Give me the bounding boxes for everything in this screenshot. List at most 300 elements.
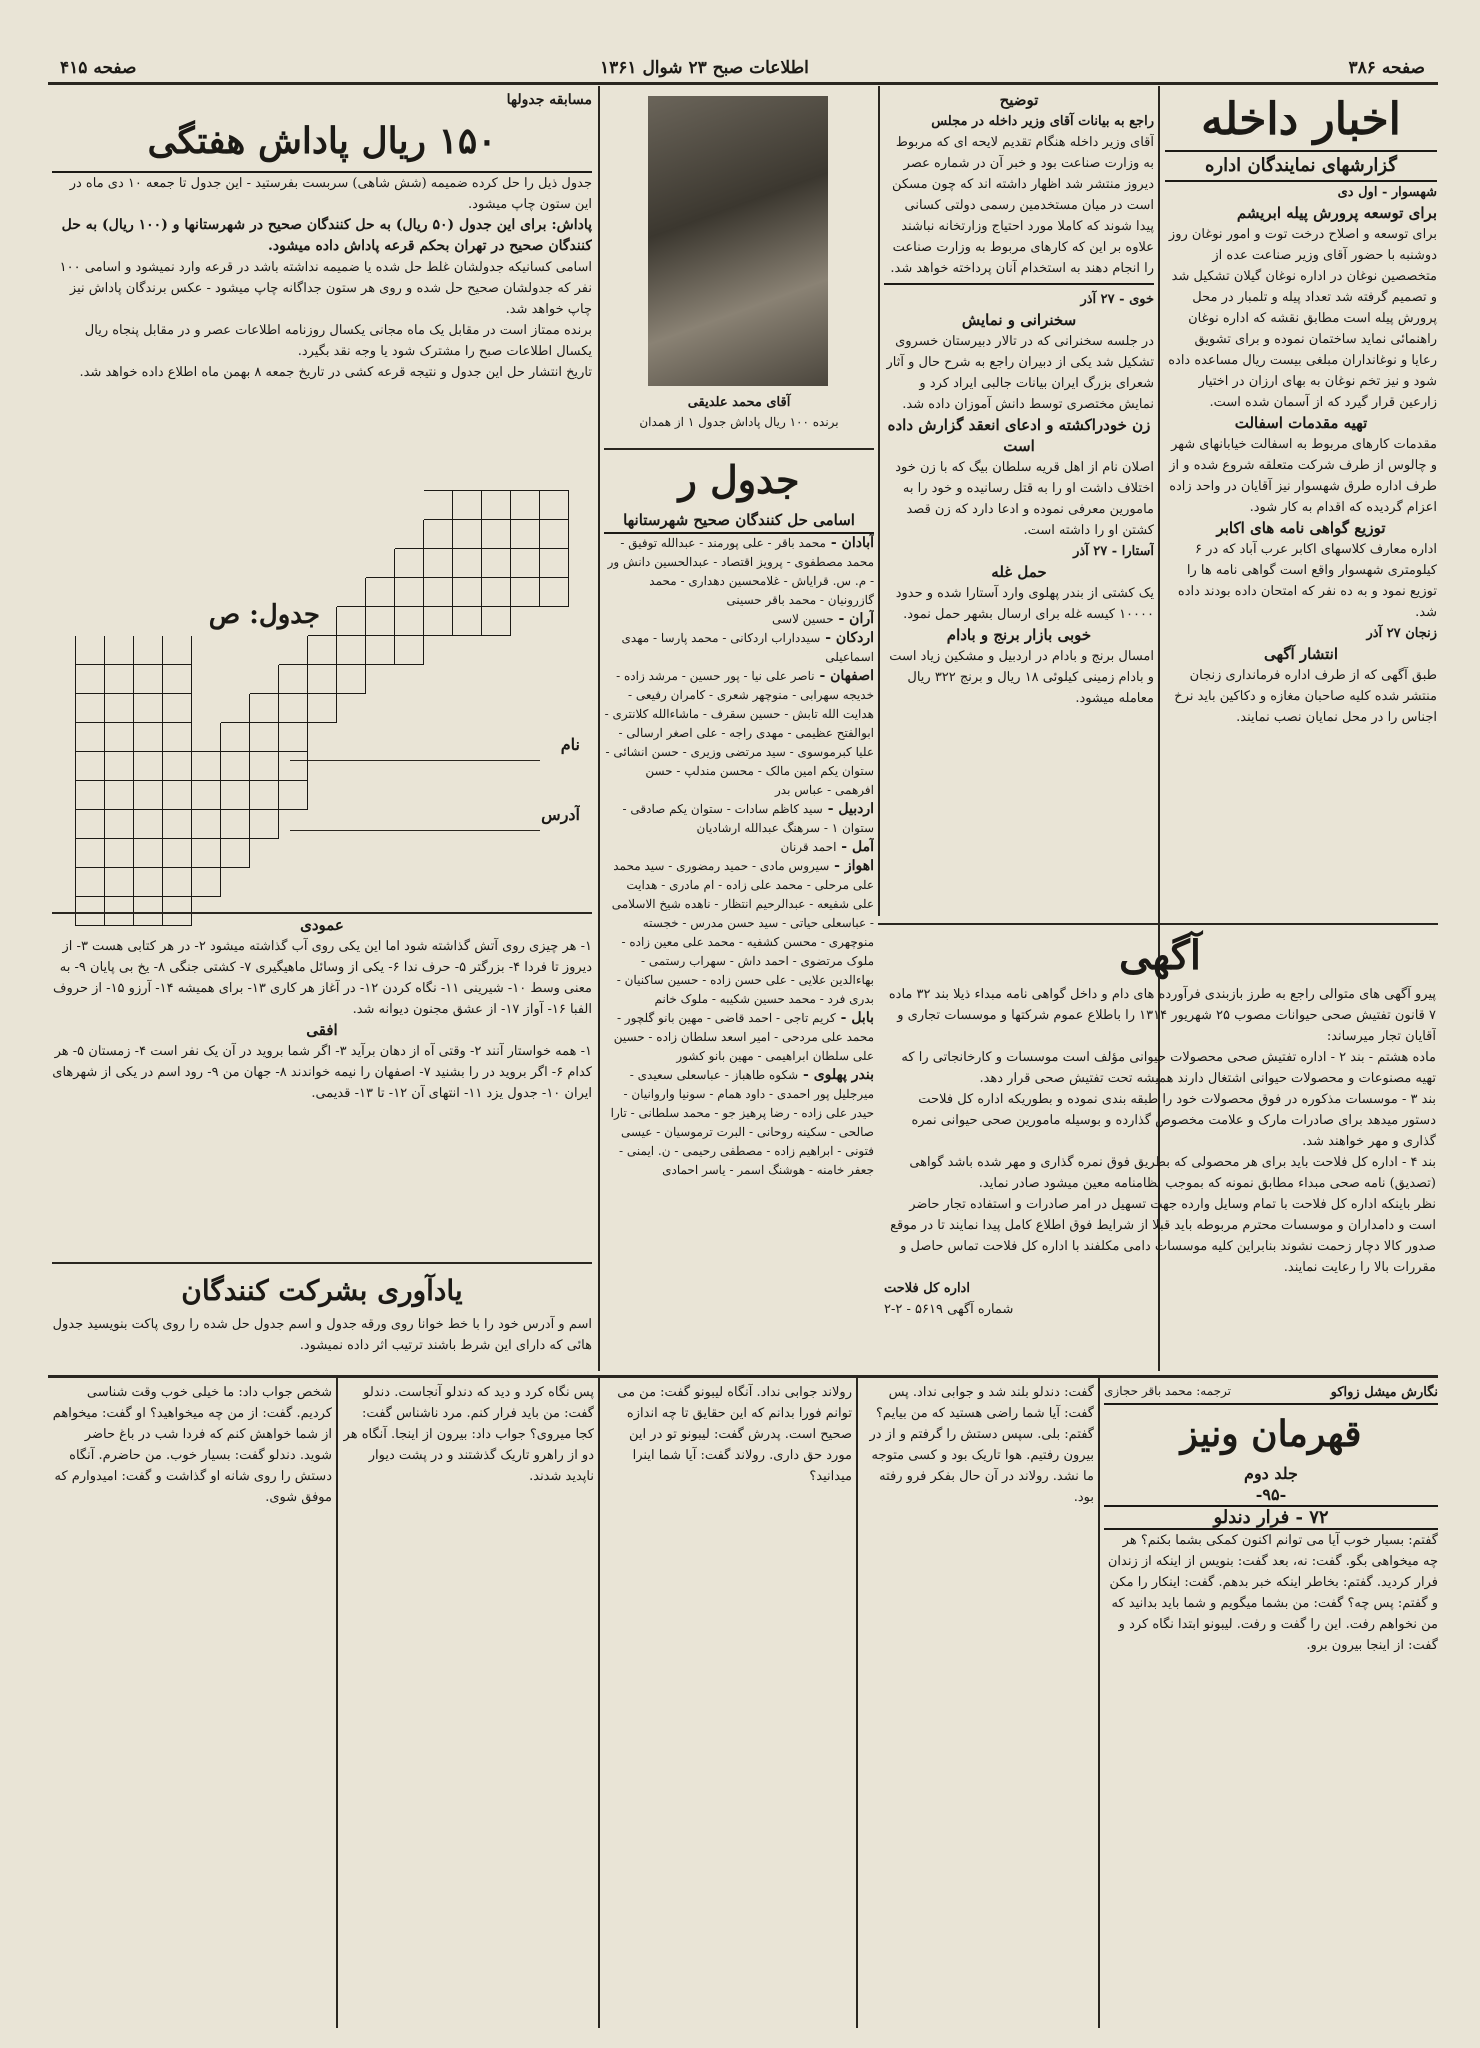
grid-gap: [76, 578, 105, 607]
crossword-cell[interactable]: [482, 578, 511, 607]
grid-gap: [76, 520, 105, 549]
crossword-cell[interactable]: [366, 607, 395, 636]
grid-gap: [279, 520, 308, 549]
crossword-cell[interactable]: [76, 723, 105, 752]
grid-gap: [511, 723, 540, 752]
crossword-cell[interactable]: [163, 665, 192, 694]
crossword-cell[interactable]: [192, 868, 221, 897]
grid-gap: [163, 607, 192, 636]
crossword-cell[interactable]: [221, 694, 250, 723]
contest-intro: [52, 90, 592, 465]
crossword-cell[interactable]: [105, 665, 134, 694]
grid-gap: [453, 665, 482, 694]
grid-gap: [395, 491, 424, 520]
grid-gap: [540, 665, 569, 694]
grid-gap: [482, 665, 511, 694]
crossword-cell[interactable]: [250, 723, 279, 752]
city-winners: احمد قرنان: [780, 840, 837, 854]
crossword-cell[interactable]: [192, 752, 221, 781]
city-winners: ناصر علی نیا - پور حسین - مرشد زاده - خدیجه سهرابی - منوچهر شعری - کامران رفیعی - هدایت الله تابش - حسین سقرف - ماشاءالله کلانتری - ابوالفتح عظیمی - مهدی راجه - علی اصغر ارسالی - علیا کبرموسوی - سید مرتضی وزیری - حسن انشائی - ستوان یکم امین مالک - محسن مندلپ - حسن افرهمی - عباس بدر: [604, 669, 874, 797]
grid-gap: [105, 549, 134, 578]
issue-line: اطلاعات صبح ۲۳ شوال ۱۳۶۱: [600, 58, 809, 78]
crossword-cell[interactable]: [453, 491, 482, 520]
crossword-cell[interactable]: [76, 868, 105, 897]
grid-gap: [192, 607, 221, 636]
crossword-cell[interactable]: [279, 694, 308, 723]
grid-gap: [221, 491, 250, 520]
crossword-cell[interactable]: [163, 810, 192, 839]
crossword-cell[interactable]: [221, 839, 250, 868]
serial-text: شخص جواب داد: ما خیلی خوب وقت شناسی کردیم. گفت: از من چه میخواهید؟ او گفت: میخواهم از شما خواهش کنم که فردا شب در باغ حاضر شوید. دندلو گفت: بسیار خوب. من حاضرم. آنگاه دستش را روی شانه او گذاشت و گفت: امیدوارم که موفق شوی.: [52, 1385, 332, 1505]
grid-gap: [134, 520, 163, 549]
grid-gap: [76, 607, 105, 636]
name-label: نام: [560, 735, 580, 754]
crossword-cell[interactable]: [540, 491, 569, 520]
grid-gap: [308, 810, 337, 839]
grid-gap: [337, 781, 366, 810]
grid-gap: [540, 694, 569, 723]
explanation-headline: توضیح: [999, 91, 1039, 109]
crossword-cell[interactable]: [482, 491, 511, 520]
crossword-cell[interactable]: [134, 665, 163, 694]
grid-gap: [395, 723, 424, 752]
crossword-cell[interactable]: [76, 752, 105, 781]
crossword-cell[interactable]: [221, 781, 250, 810]
grid-gap: [337, 723, 366, 752]
crossword-cell[interactable]: [279, 665, 308, 694]
grid-gap: [308, 868, 337, 897]
grid-gap: [308, 839, 337, 868]
crossword-cell[interactable]: [279, 781, 308, 810]
grid-gap: [105, 607, 134, 636]
crossword-cell[interactable]: [105, 781, 134, 810]
city-entry: [604, 838, 874, 857]
crossword-cell[interactable]: [76, 694, 105, 723]
crossword-cell[interactable]: [453, 607, 482, 636]
city-entry: [604, 610, 874, 629]
crossword-cell[interactable]: [308, 636, 337, 665]
grid-gap: [424, 810, 453, 839]
grid-gap: [279, 578, 308, 607]
grid-gap: [540, 723, 569, 752]
grid-gap: [366, 723, 395, 752]
photo-caption: [604, 392, 874, 444]
grid-gap: [482, 868, 511, 897]
domestic-news-column: [1165, 90, 1437, 915]
crossword-cell[interactable]: [76, 665, 105, 694]
city-name: اردبیل -: [822, 801, 874, 817]
contest-paragraph: تاریخ انتشار حل این جدول و نتیجه قرعه کشی در تاریخ جمعه ۸ بهمن ماه اطلاع داده خواهد شد.: [79, 365, 592, 380]
grid-gap: [221, 520, 250, 549]
grid-gap: [279, 549, 308, 578]
city-entry: [604, 1009, 874, 1066]
crossword-cell[interactable]: [163, 839, 192, 868]
grid-gap: [192, 665, 221, 694]
crossword-cell[interactable]: [134, 694, 163, 723]
crossword-cell[interactable]: [279, 752, 308, 781]
horizontal-title: افقی: [306, 1021, 338, 1039]
crossword-cell[interactable]: [540, 520, 569, 549]
explanation-body: آقای وزیر داخله هنگام تقدیم لایحه ای که مربوط به وزارت صناعت بود و خبر آن در شماره عصر دیروز منتشر شد اظهار داشته اند که چون مسکن است در میان مستخدمین رسمی دولتی کسانی پیدا شوند که کاملا مورد احتیاج وزارتخانه نباشند علاوه بر این که کارهای مربوط به وزارت صناعت را انجام دهند به استخدام آنان پرداخته خواهد شد.: [890, 135, 1154, 276]
grid-gap: [424, 752, 453, 781]
grid-gap: [163, 549, 192, 578]
winners-list: [604, 452, 874, 1370]
crossword-cell[interactable]: [163, 636, 192, 665]
crossword-cell[interactable]: [424, 549, 453, 578]
serial-column: [342, 1382, 594, 2032]
crossword-cell[interactable]: [482, 607, 511, 636]
crossword-cell[interactable]: [221, 723, 250, 752]
article-body: طبق آگهی که از طرف اداره فرمانداری زنجان منتشر شده کلیه صاحبان مغازه و دکاکین باید نرخ اجناس را در محل نمایان نصب نمایند.: [1174, 668, 1437, 725]
grid-gap: [366, 839, 395, 868]
grid-gap: [540, 636, 569, 665]
page-number-left: صفحه ۴۱۵: [60, 58, 137, 78]
reminder-text: اسم و آدرس خود را با خط خوانا روی ورقه جدول و اسم جدول حل شده را روی پاکت بنویسید جدول هائی که دارای این شرط باشند ترتیب اثر داده نمیشود.: [52, 1317, 592, 1353]
city-name: اصفهان -: [814, 668, 874, 684]
crossword-cell[interactable]: [76, 636, 105, 665]
crossword-cell[interactable]: [540, 578, 569, 607]
crossword-cell[interactable]: [76, 810, 105, 839]
crossword-cell[interactable]: [511, 578, 540, 607]
grid-gap: [366, 781, 395, 810]
article-body: برای توسعه و اصلاح درخت توت و امور نوغان روز دوشنبه با حضور آقای وزیر صناعت عده از متخصصین نوغان در اداره نوغان گیلان تشکیل شد و تصمیم گرفته شد تعداد پیله و تلمبار در محل پرورش پیله است مطابق نقشه که اداره نوغان راهنمائی نماید ساختمان نموده و برای تشویق رعایا و نوغانداران مبلغی بیست ریال مساعده داده شود و نیز تخم نوغان به بهای ارزان در اختیار زارعین قرار گیرد که از آسمان شده است.: [1168, 227, 1437, 410]
grid-gap: [424, 636, 453, 665]
page-number-right: صفحه ۳۸۶: [1348, 58, 1425, 78]
crossword-cell[interactable]: [192, 810, 221, 839]
grid-gap: [482, 636, 511, 665]
serial-text: گفت: دندلو بلند شد و جوابی نداد. پس گفت: آیا شما راضی هستید که من بیایم؟ گفتم: بلی. سپس دستش را گرفتم و از در بیرون رفتیم. هوا تاریک بود و کسی متوجه ما نشد. رولاند در آن حال بفکر فرو رفته بود.: [869, 1385, 1094, 1505]
section-rule: [48, 1375, 1438, 1378]
grid-gap: [105, 578, 134, 607]
crossword-title: جدول: ص: [208, 600, 320, 630]
grid-gap: [395, 839, 424, 868]
crossword-cell[interactable]: [453, 520, 482, 549]
grid-gap: [395, 752, 424, 781]
grid-gap: [250, 839, 279, 868]
city-entry: [604, 1066, 874, 1180]
grid-gap: [221, 868, 250, 897]
ad-paragraph: ماده هشتم - بند ۲ - اداره تفتیش صحی محصولات حیوانی مؤلف است موسسات و کارخانجاتی را که تهیه مصنوعات و محصولات حیوانی اشتغال دارند همیشه تحت تفتیش صحی قرار دهد.: [901, 1050, 1436, 1086]
contest-headline: ۱۵۰ ریال پاداش هفتگی: [52, 111, 592, 173]
grid-gap: [337, 752, 366, 781]
serial-intro: [1104, 1382, 1438, 2032]
photo-caption-sub: برنده ۱۰۰ ریال پاداش جدول ۱ از همدان: [639, 415, 839, 429]
article-body: اداره معارف کلاسهای اکابر عرب آباد که در ۶ کیلومتری شهسوار واقع است گواهی نامه ها را توزیع نمود و به ده نفر که امتحان داده بودند داده شد.: [1177, 542, 1437, 620]
crossword-cell[interactable]: [192, 723, 221, 752]
grid-gap: [395, 665, 424, 694]
grid-gap: [250, 636, 279, 665]
crossword-cell[interactable]: [134, 781, 163, 810]
grid-gap: [395, 781, 424, 810]
crossword-cell[interactable]: [105, 694, 134, 723]
crossword-cell[interactable]: [366, 636, 395, 665]
crossword-cell[interactable]: [134, 636, 163, 665]
grid-gap: [366, 665, 395, 694]
column-rule: [856, 1378, 858, 2028]
crossword-cell[interactable]: [395, 549, 424, 578]
column-rule: [336, 1378, 338, 2028]
headline: حمل غله: [991, 563, 1047, 581]
subhead: گزارشهای نمایندگان اداره: [1165, 150, 1437, 182]
crossword-cell[interactable]: [250, 665, 279, 694]
crossword-cell[interactable]: [395, 636, 424, 665]
crossword-cell[interactable]: [279, 636, 308, 665]
crossword-cell[interactable]: [511, 520, 540, 549]
crossword-cell[interactable]: [134, 810, 163, 839]
article-body: یک کشتی از بندر پهلوی وارد آستارا شده و حدود ۱۰۰۰۰ کیسه غله برای ارسال بشهر حمل نمود.: [895, 586, 1154, 622]
serial-column: [52, 1382, 332, 2032]
crossword-cell[interactable]: [163, 723, 192, 752]
crossword-cell[interactable]: [424, 578, 453, 607]
crossword-cell[interactable]: [540, 549, 569, 578]
crossword-cell[interactable]: [482, 520, 511, 549]
header-rule: [48, 82, 1438, 85]
crossword-cell[interactable]: [76, 839, 105, 868]
crossword-cell[interactable]: [395, 520, 424, 549]
grid-gap: [192, 636, 221, 665]
crossword-cell[interactable]: [163, 781, 192, 810]
column-rule: [598, 1378, 600, 2028]
grid-gap: [540, 839, 569, 868]
serial-text: گفتم: بسیار خوب آیا می توانم اکنون کمکی بشما بکنم؟ هر چه میخواهی بگو. گفت: نه، بعد گفت: بنویس از اینکه از زندان فرار کردید. گفتم: بخاطر اینکه خبر بدهم. گفت: اینکار را مکن و گفتم: پس چه؟ گفت: من بشما میگویم و شما باید بدانید که من نخواهم رفت. این را گفت و رفت. لیبونو ابتدا نگاه کرد و گفت: از اینجا بیرون برو.: [1107, 1533, 1438, 1653]
grid-gap: [134, 578, 163, 607]
grid-gap: [482, 839, 511, 868]
crossword-cell[interactable]: [279, 723, 308, 752]
contest-label: مسابقه جدولها: [506, 92, 592, 108]
crossword-cell[interactable]: [337, 607, 366, 636]
headline: انتشار آگهی: [1263, 645, 1338, 663]
grid-gap: [511, 839, 540, 868]
crossword-cell[interactable]: [453, 578, 482, 607]
column-rule: [878, 86, 880, 916]
crossword-cell[interactable]: [511, 549, 540, 578]
crossword-cell[interactable]: [134, 839, 163, 868]
serial-chapter: ۷۲ - فرار دندلو: [1104, 1505, 1438, 1530]
grid-gap: [134, 491, 163, 520]
rule: [52, 1262, 592, 1264]
grid-gap: [453, 781, 482, 810]
grid-gap: [221, 665, 250, 694]
crossword-cell[interactable]: [511, 491, 540, 520]
grid-gap: [337, 520, 366, 549]
crossword-cell[interactable]: [192, 839, 221, 868]
crossword-cell[interactable]: [424, 607, 453, 636]
grid-gap: [511, 810, 540, 839]
advertisement: [884, 928, 1436, 1370]
grid-gap: [337, 491, 366, 520]
grid-gap: [453, 839, 482, 868]
grid-gap: [424, 781, 453, 810]
ad-signature: اداره کل فلاحت: [884, 1281, 970, 1296]
crossword-cell[interactable]: [250, 694, 279, 723]
grid-gap: [511, 607, 540, 636]
dateline: آستارا - ۲۷ آذر: [1073, 544, 1154, 559]
serial-part: -۹۵-: [1255, 1485, 1287, 1504]
crossword-cell[interactable]: [250, 781, 279, 810]
grid-gap: [453, 723, 482, 752]
crossword-cell[interactable]: [482, 549, 511, 578]
crossword-cell[interactable]: [105, 723, 134, 752]
masthead: اخبار داخله: [1201, 94, 1401, 145]
crossword-cell[interactable]: [424, 491, 453, 520]
crossword-cell[interactable]: [105, 752, 134, 781]
grid-gap: [337, 839, 366, 868]
address-label: آدرس: [541, 805, 580, 824]
article-body: امسال برنج و بادام در اردبیل و مشکین زیاد است و بادام زمینی کیلوئی ۱۸ ریال و برنج ۳۲۲ ریال معامله میشود.: [889, 649, 1154, 706]
clues: [52, 915, 592, 1155]
grid-gap: [511, 636, 540, 665]
grid-gap: [366, 520, 395, 549]
city-entry: [604, 629, 874, 667]
article-body: مقدمات کارهای مربوط به اسفالت خیابانهای شهر و چالوس از طرف شرکت متعلقه شروع شده و از طرف اداره طرق شهسوار نیز آقایان در واحد زاده اعزام گردیده که اقدام به کار شود.: [1169, 437, 1437, 515]
grid-gap: [511, 781, 540, 810]
grid-gap: [337, 694, 366, 723]
city-name: اردکان -: [820, 630, 874, 646]
city-entry: [604, 857, 874, 1009]
crossword-cell[interactable]: [453, 549, 482, 578]
dateline: خوی - ۲۷ آذر: [1080, 292, 1154, 307]
crossword-cell[interactable]: [105, 636, 134, 665]
headline: زن خودراکشته و ادعای انعقد گزارش داده است: [887, 416, 1151, 455]
crossword-cell[interactable]: [105, 839, 134, 868]
grid-gap: [482, 723, 511, 752]
crossword-cell[interactable]: [163, 752, 192, 781]
crossword-cell[interactable]: [337, 636, 366, 665]
ad-reference: شماره آگهی ۵۶۱۹ - ۲-۲: [884, 1302, 1014, 1317]
grid-gap: [511, 665, 540, 694]
city-name: آمل -: [836, 839, 874, 855]
grid-gap: [511, 694, 540, 723]
ad-paragraph: بند ۴ - اداره کل فلاحت باید برای هر محصولی که بطریق فوق نمره گذاری و مهر شده باشد گواهی (تصدیق) نامه صحی مبداء مطابق نمونه که بموجب نظامنامه معین میشود صادر نماید.: [909, 1155, 1436, 1191]
crossword-cell[interactable]: [105, 868, 134, 897]
city-name: بابل -: [835, 1010, 874, 1026]
grid-gap: [482, 694, 511, 723]
grid-gap: [366, 491, 395, 520]
crossword-cell[interactable]: [366, 549, 395, 578]
grid-gap: [540, 607, 569, 636]
crossword-cell[interactable]: [366, 578, 395, 607]
city-name: بندر پهلوی -: [798, 1067, 874, 1083]
grid-gap: [337, 810, 366, 839]
grid-gap: [366, 810, 395, 839]
grid-gap: [453, 752, 482, 781]
crossword-grid[interactable]: [75, 490, 569, 926]
grid-gap: [337, 868, 366, 897]
grid-gap: [540, 810, 569, 839]
city-winners: کریم تاجی - احمد قاضی - مهین بانو گلچور - محمد علی مردحی - امیر اسعد سلطان زاده - حسین علی سلطان ابراهیمی - مهین بانو کشور: [613, 1011, 874, 1063]
column-rule: [598, 86, 600, 1371]
city-name: آران -: [833, 611, 874, 627]
rule: [604, 448, 874, 450]
grid-gap: [308, 781, 337, 810]
city-winners: سید کاظم سادات - ستوان یکم صادقی - ستوان ۱ - سرهنگ عبدالله ارشادیان: [622, 802, 874, 835]
serial-title: قهرمان ونیز: [1180, 1413, 1362, 1455]
serial-text: پس نگاه کرد و دید که دندلو آنجاست. دندلو گفت: من باید فرار کنم. مرد ناشناس گفت: کجا میروی؟ جواب داد: بیرون از اینجا. آنگاه هر دو از راهرو تاریک گذشتند و در پشت دیوار ناپدید شدند.: [343, 1385, 594, 1484]
crossword-cell[interactable]: [134, 752, 163, 781]
grid-gap: [250, 549, 279, 578]
grid-gap: [279, 839, 308, 868]
grid-gap: [308, 723, 337, 752]
grid-gap: [192, 520, 221, 549]
grid-gap: [134, 607, 163, 636]
crossword-cell[interactable]: [221, 752, 250, 781]
crossword-cell[interactable]: [308, 665, 337, 694]
winner-photo: [648, 96, 828, 386]
grid-gap: [482, 781, 511, 810]
crossword-cell[interactable]: [337, 665, 366, 694]
article-body: در جلسه سخنرانی که در تالار دبیرستان خسروی تشکیل شد یکی از دبیران راجع به شرح حال و آثار شعرای بزرگ ایران بیانات جالبی ایراد کرد و نمایش مختصری توسط دانش آموزان داده شد.: [886, 334, 1154, 412]
grid-gap: [250, 607, 279, 636]
city-winners: محمد باقر - علی پورمند - عبدالله توفیق - محمد مصطفوی - پرویز اقتصاد - عبدالحسین دانش ور - م. س. قرایاش - غلامحسین دهداری - محمد گازرونیان - محمد باقر حسینی: [607, 536, 874, 607]
grid-gap: [453, 636, 482, 665]
grid-gap: [105, 520, 134, 549]
crossword-cell[interactable]: [163, 694, 192, 723]
crossword-cell[interactable]: [308, 694, 337, 723]
crossword-cell[interactable]: [134, 723, 163, 752]
grid-gap: [511, 868, 540, 897]
serial-column: [862, 1382, 1094, 2032]
headline: برای توسعه پرورش پیله ابریشم: [1236, 204, 1437, 222]
city-winners: حسین لاسی: [772, 612, 834, 626]
vertical-clues: ۱- هر چیزی روی آتش گذاشته شود اما این یکی روی آب گذاشته میشود ۲- در هر کتابی هست ۳- از دیروز تا فردا ۴- بزرگتر ۵- حرف ندا ۶- یکی از وسائل ماهیگیری ۷- کشتی جنگی ۸- یخ بی پایان ۹- به معنی وسط ۱۰- شیرینی ۱۱- نگاه کردن ۱۲- در آغاز هر کاری ۱۳- برای همیشه ۱۴- آرزو ۱۵- از حروف الفبا ۱۶- آواز ۱۷- از عشق مجنون دیوانه شد.: [53, 939, 592, 1017]
serial-volume: جلد دوم: [1244, 1464, 1298, 1483]
city-winners: شکوه طاهباز - عباسعلی سعیدی - میرجلیل پور احمدی - داود همام - سونیا واروانیان - حیدر علی زاده - رضا پرهیز جو - محمد سلطانی - تارا صالحی - سکینه روحانی - البرت ترموسیان - عیسی فتونی - ابراهیم زاده - مصطفی رحیمی - ن. ایمنی - جعفر خامنه - هوشنگ اسمر - یاسر احمادی: [610, 1068, 874, 1177]
grid-gap: [540, 868, 569, 897]
winners-title: جدول ر: [678, 457, 800, 502]
grid-gap: [308, 491, 337, 520]
column-rule: [1098, 1378, 1100, 2028]
grid-gap: [308, 578, 337, 607]
city-name: اهواز -: [829, 858, 874, 874]
ad-paragraph: نظر باینکه اداره کل فلاحت با تمام وسایل وارده جهت تسهیل در امر صادرات و استفاده تجار حاضر است و دامداران و موسسات محترم مربوطه باید قبلا از شرایط فوق اطلاع کامل پیدا نمایند تا در موقع صدور کالا دچار زحمت نشوند بنابراین کلیه موسسات دامی مکلفند با اداره کل فلاحت تماس حاصل و مقررات بالا را رعایت نمایند.: [890, 1197, 1436, 1275]
grid-gap: [366, 752, 395, 781]
grid-gap: [279, 810, 308, 839]
serial-translator: ترجمه: محمد باقر حجازی: [1104, 1384, 1232, 1398]
grid-gap: [511, 752, 540, 781]
grid-gap: [279, 868, 308, 897]
dateline: زنجان ۲۷ آذر: [1366, 626, 1437, 641]
crossword-cell[interactable]: [76, 781, 105, 810]
grid-gap: [163, 578, 192, 607]
grid-gap: [250, 578, 279, 607]
crossword-cell[interactable]: [134, 868, 163, 897]
crossword-cell[interactable]: [424, 520, 453, 549]
photo-caption-name: آقای محمد علدیقی: [687, 395, 791, 410]
grid-gap: [424, 723, 453, 752]
crossword-cell[interactable]: [221, 810, 250, 839]
city-winners: سیروس مادی - حمید رمضوری - سید محمد علی مرحلی - محمد علی زاده - ام مادری - هدایت علی شفیعه - عبدالرحیم انتظار - ناهده شیخ الاسلامی - عباسعلی حیاتی - سید حسن مدرس - خجسته منوچهری - محسن کشفیه - محمد علی معین زاده - ملوک مرتضوی - احمد داش - سهراب رستمی - بهاءالدین علایی - علی حسن زاده - حسین ساکنیان - بدری فرد - محمد حسین شکیبه - ملوک خانم: [611, 859, 874, 1006]
crossword-cell[interactable]: [250, 752, 279, 781]
headline: توزیع گواهی نامه های اکابر: [1216, 519, 1386, 537]
crossword-cell[interactable]: [395, 607, 424, 636]
grid-gap: [250, 491, 279, 520]
crossword-cell[interactable]: [337, 578, 366, 607]
crossword-cell[interactable]: [250, 810, 279, 839]
crossword-cell[interactable]: [395, 578, 424, 607]
grid-gap: [250, 868, 279, 897]
crossword-cell[interactable]: [105, 810, 134, 839]
crossword-cell[interactable]: [308, 607, 337, 636]
crossword-cell[interactable]: [163, 868, 192, 897]
crossword-cell[interactable]: [192, 781, 221, 810]
grid-gap: [395, 694, 424, 723]
grid-gap: [453, 868, 482, 897]
serial-author: نگارش میشل زواکو: [1330, 1385, 1438, 1400]
grid-gap: [221, 607, 250, 636]
ad-paragraph: بند ۳ - موسسات مذکوره در فوق محصولات خود را طبقه بندی نموده و بطوریکه اداره کل فلاحت دستور میدهد برای صادرات مارک و علامت مخصوص گذارده و بوسیله مامورین صحی حیوانی نمره گذاری و مهر خواهند شد.: [911, 1092, 1436, 1149]
grid-gap: [192, 491, 221, 520]
grid-gap: [76, 491, 105, 520]
